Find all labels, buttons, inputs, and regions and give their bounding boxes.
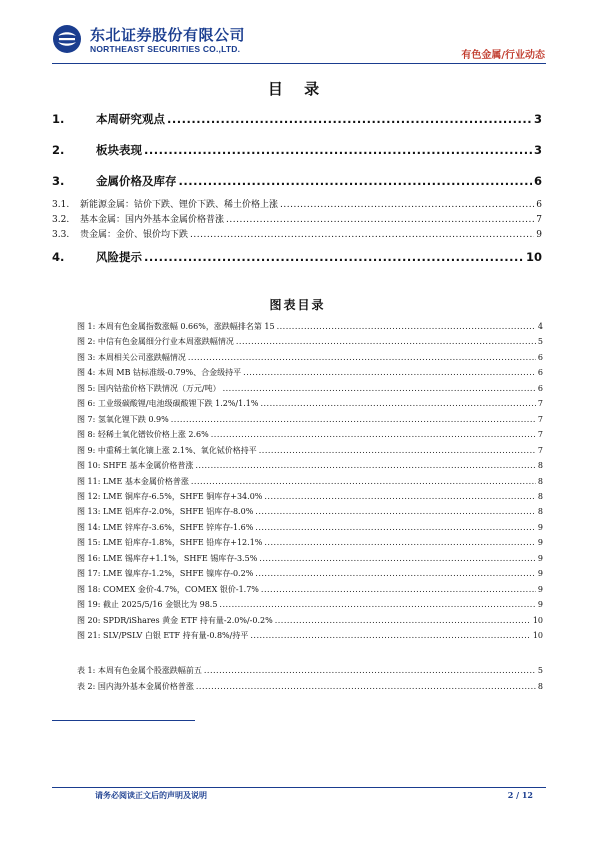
dot-leader [196, 682, 536, 691]
toc-entry-page: 9 [536, 230, 542, 240]
figure-entry-label: 图 21: SLV/PSLV 白银 ETF 持有量-0.8%/持平 [77, 631, 249, 640]
figure-entry[interactable] [77, 367, 543, 378]
figure-entry-label: 图 5: 国内钴盐价格下跌情况（万元/吨） [77, 383, 221, 393]
dot-leader [204, 666, 536, 675]
figure-entry-page: 7 [537, 399, 543, 409]
figure-entry-label: 图 2: 中信有色金属细分行业本周涨跌幅情况 [77, 337, 234, 347]
figure-entry-label: 图 6: 工业级碳酸锂/电池级碳酸锂下跌 1.2%/1.1% [77, 399, 259, 409]
dot-leader [195, 461, 536, 470]
dot-leader [219, 600, 535, 609]
figure-entry-page: 7 [537, 445, 543, 455]
toc-entry-label: 新能源金属：钴价下跌、锂价下跌、稀土价格上涨 [80, 200, 279, 210]
dot-leader [277, 322, 536, 331]
figure-entry-page: 6 [537, 368, 543, 378]
page-number: 2 / 12 [507, 790, 533, 800]
figure-entry-label: 图 8: 轻稀土氧化镨钕价格上涨 2.6% [77, 430, 209, 440]
table-entry[interactable] [77, 681, 543, 692]
dot-leader [211, 430, 536, 439]
figure-entry[interactable] [77, 537, 543, 548]
figure-entry[interactable] [77, 506, 543, 517]
figure-entry[interactable] [77, 615, 543, 626]
report-type: 有色金属/行业动态 [461, 50, 545, 61]
toc-sub-entry[interactable]: 3.3. 贵金属：金价、银价均下跌 ..... 9 [52, 227, 542, 240]
figure-entry-label: 图 1: 本周有色金属指数涨幅 0.66%，涨跌幅排名第 15 [77, 322, 275, 331]
figure-entry-page: 9 [537, 600, 543, 610]
figure-entry[interactable] [77, 460, 543, 471]
toc-title: 目 录 [267, 80, 328, 98]
figure-entry[interactable] [77, 584, 543, 595]
dot-leader [188, 353, 536, 362]
toc-entry-page: 6 [536, 200, 542, 210]
figure-entry-page: 9 [537, 553, 543, 563]
figure-entry-label: 图 4: 本周 MB 钴标准级-0.79%、合金级持平 [77, 368, 242, 378]
figure-entry-label: 图 18: COMEX 金价-4.7%，COMEX 银价-1.7% [77, 584, 259, 594]
toc-main-entry[interactable]: 2. 板块表现 ..... 3 [52, 142, 542, 158]
figure-entry-page: 8 [537, 507, 543, 517]
company-name-en: NORTHEAST SECURITIES CO.,LTD. [90, 44, 241, 54]
toc-main-entry[interactable]: 3. 金属价格及库存 ..... 6 [52, 173, 542, 189]
figure-entry[interactable] [77, 599, 543, 610]
dot-leader [190, 230, 534, 240]
table-entry-page: 5 [537, 666, 543, 675]
toc-entry-page: 3 [533, 143, 542, 157]
figure-entry[interactable] [77, 522, 543, 533]
footer-disclaimer: 请务必阅读正文后的声明及说明 [95, 791, 207, 800]
header-divider [52, 63, 546, 64]
dot-leader [243, 368, 536, 377]
figure-entry-page: 4 [537, 322, 543, 331]
dot-leader [260, 399, 535, 408]
figure-entry-label: 图 16: LME 锡库存+1.1%，SHFE 锡库存-3.5% [77, 553, 258, 563]
figure-entry-label: 图 13: LME 铝库存-2.0%，SHFE 铝库存-8.0% [77, 507, 254, 517]
dot-leader [179, 174, 532, 188]
dot-leader [255, 569, 536, 578]
dot-leader [280, 200, 534, 210]
dot-leader [236, 337, 536, 346]
toc-main-entry[interactable]: 1. 本周研究观点 ..... 3 [52, 111, 542, 127]
figures-title: 图表目录 [269, 298, 326, 312]
table-entry-label: 表 2: 国内海外基本金属价格普涨 [77, 681, 194, 691]
toc-sub-entry[interactable]: 3.1. 新能源金属：钴价下跌、锂价下跌、稀土价格上涨 ..... 6 [52, 197, 542, 210]
figure-entry-label: 图 10: SHFE 基本金属价格普涨 [77, 461, 194, 471]
figure-entry-page: 8 [537, 476, 543, 486]
dot-leader [259, 446, 536, 455]
figure-entry-page: 5 [537, 337, 543, 347]
figure-entry-page: 9 [537, 584, 543, 594]
figure-entry-label: 图 7: 氢氧化锂下跌 0.9% [77, 414, 169, 424]
dot-leader [144, 143, 532, 157]
toc-entry-page: 3 [533, 112, 542, 126]
company-logo-icon [52, 24, 82, 54]
dot-leader [264, 538, 536, 547]
figure-entry-label: 图 19: 截止 2025/5/16 金银比为 98.5 [77, 600, 218, 610]
toc-main-entry[interactable]: 4. 风险提示 ..... 10 [52, 249, 542, 265]
figure-entry-label: 图 11: LME 基本金属价格普涨 [77, 476, 189, 486]
figure-entry-page: 8 [537, 491, 543, 501]
figure-entry[interactable] [77, 336, 543, 347]
table-entry[interactable] [77, 665, 543, 676]
figure-entry[interactable] [77, 429, 543, 440]
figure-entry-label: 图 12: LME 铜库存-6.5%，SHFE 铜库存+34.0% [77, 491, 263, 501]
toc-entry-label: 板块表现 [96, 143, 142, 157]
toc-entry-page: 6 [533, 174, 542, 188]
figure-entry-page: 7 [537, 414, 543, 424]
figure-entry[interactable] [77, 445, 543, 456]
figure-entry-page: 9 [537, 538, 543, 548]
dot-leader [191, 477, 536, 486]
dot-leader [171, 415, 536, 424]
dot-leader [250, 631, 530, 640]
figure-entry[interactable] [77, 398, 543, 409]
figure-entry-page: 8 [537, 461, 543, 471]
figure-entry-label: 图 15: LME 铅库存-1.8%，SHFE 铅库存+12.1% [77, 538, 263, 548]
figure-entry[interactable] [77, 352, 543, 363]
dot-leader [264, 492, 536, 501]
dot-leader [275, 616, 531, 625]
toc-entry-label: 风险提示 [96, 250, 142, 264]
figure-entry[interactable] [77, 568, 543, 579]
figure-entry-label: 图 17: LME 镍库存-1.2%，SHFE 镍库存-0.2% [77, 569, 254, 579]
figure-entry-label: 图 14: LME 锌库存-3.6%，SHFE 锌库存-1.6% [77, 522, 254, 532]
table-entry-label: 表 1: 本周有色金属个股涨跌幅前五 [77, 666, 202, 675]
toc-entry-page: 7 [536, 215, 542, 225]
figure-entry-page: 6 [537, 383, 543, 393]
figure-entry-label: 图 3: 本周相关公司涨跌幅情况 [77, 352, 186, 362]
figure-entry-label: 图 9: 中重稀土氧化镝上涨 2.1%、氧化铽价格持平 [77, 445, 257, 455]
figure-entry[interactable] [77, 476, 543, 487]
dot-leader [255, 523, 536, 532]
figure-entry[interactable] [77, 630, 543, 641]
dot-leader [144, 250, 524, 264]
dot-leader [261, 585, 536, 594]
toc-sub-entry[interactable]: 3.2. 基本金属：国内外基本金属价格普涨 ..... 7 [52, 212, 542, 225]
dot-leader [223, 384, 536, 393]
dot-leader [226, 215, 534, 225]
figure-entry-page: 9 [537, 569, 543, 579]
table-entry-page: 8 [537, 681, 543, 691]
figure-entry-page: 9 [537, 522, 543, 532]
toc-entry-label: 本周研究观点 [96, 112, 165, 126]
toc-entry-page: 10 [525, 250, 542, 264]
toc-entry-label: 贵金属：金价、银价均下跌 [80, 230, 189, 240]
footnote-divider [52, 720, 195, 721]
figure-entry[interactable] [77, 414, 543, 425]
toc-entry-label: 基本金属：国内外基本金属价格普涨 [80, 215, 225, 225]
dot-leader [259, 554, 536, 563]
figure-entry[interactable] [77, 491, 543, 502]
figure-entry-label: 图 20: SPDR/iShares 黄金 ETF 持有量-2.0%/-0.2% [77, 615, 273, 625]
company-name-cn: 东北证券股份有限公司 [90, 26, 246, 44]
figure-entry-page: 10 [532, 631, 543, 640]
figure-entry[interactable] [77, 553, 543, 564]
dot-leader [255, 507, 536, 516]
figure-entry-page: 6 [537, 352, 543, 362]
figure-entry[interactable] [77, 321, 543, 332]
toc-entry-label: 金属价格及库存 [96, 174, 177, 188]
dot-leader [167, 112, 532, 126]
figure-entry[interactable] [77, 383, 543, 394]
figure-entry-page: 10 [532, 615, 543, 625]
footer-divider [52, 787, 546, 788]
figure-entry-page: 7 [537, 430, 543, 440]
